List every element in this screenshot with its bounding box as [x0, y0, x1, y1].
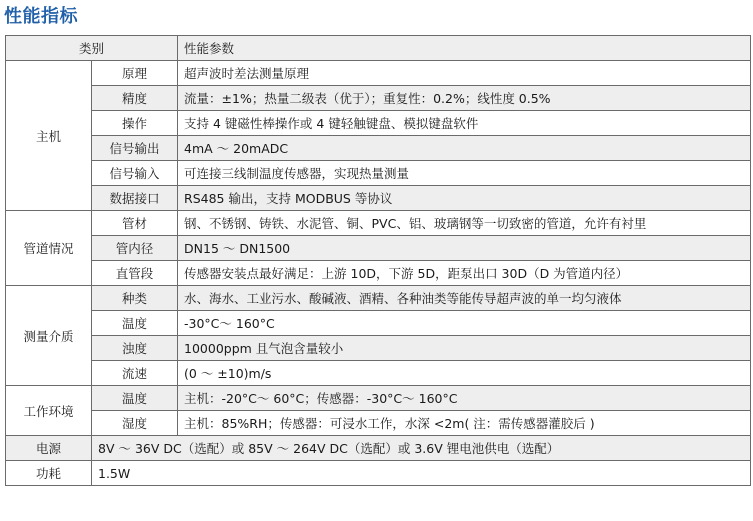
row-value: -30°C～ 160°C — [178, 311, 751, 336]
table-row — [6, 261, 751, 286]
row-value: DN15 ～ DN1500 — [178, 236, 751, 261]
row-item: 种类 — [92, 286, 178, 311]
table-row — [6, 161, 751, 186]
row-value: 超声波时差法测量原理 — [178, 61, 751, 86]
group-host: 主机 — [6, 61, 92, 211]
row-item: 直管段 — [92, 261, 178, 286]
table-row — [6, 361, 751, 386]
group-medium: 测量介质 — [6, 286, 92, 386]
group-power: 电源 — [6, 436, 92, 461]
table-row — [6, 136, 751, 161]
row-item: 湿度 — [92, 411, 178, 436]
row-value: 10000ppm 且气泡含量较小 — [178, 336, 751, 361]
row-item: 信号输出 — [92, 136, 178, 161]
row-value: 可连接三线制温度传感器，实现热量测量 — [178, 161, 751, 186]
row-item: 流速 — [92, 361, 178, 386]
consumption-value: 1.5W — [92, 461, 751, 486]
row-value: 4mA ～ 20mADC — [178, 136, 751, 161]
row-value: 支持 4 键磁性棒操作或 4 键轻触键盘、模拟键盘软件 — [178, 111, 751, 136]
group-consumption: 功耗 — [6, 461, 92, 486]
row-item: 原理 — [92, 61, 178, 86]
table-row — [6, 336, 751, 361]
header-performance: 性能参数 — [178, 36, 751, 61]
row-value: 水、海水、工业污水、酸碱液、酒精、各种油类等能传导超声波的单一均匀液体 — [178, 286, 751, 311]
table-row — [6, 111, 751, 136]
row-item: 温度 — [92, 311, 178, 336]
row-value: 钢、不锈钢、铸铁、水泥管、铜、PVC、铝、玻璃钢等一切致密的管道，允许有衬里 — [178, 211, 751, 236]
row-value: (0 ～ ±10)m/s — [178, 361, 751, 386]
row-item: 管内径 — [92, 236, 178, 261]
table-row — [6, 411, 751, 436]
table-row — [6, 436, 751, 461]
row-item: 浊度 — [92, 336, 178, 361]
power-value: 8V ～ 36V DC（选配）或 85V ～ 264V DC（选配）或 3.6V 锂电池供电（选配） — [92, 436, 751, 461]
table-row — [6, 286, 751, 311]
row-item: 信号输入 — [92, 161, 178, 186]
page-title: 性能指标 — [4, 6, 78, 27]
row-value: 主机：-20°C～ 60°C；传感器：-30°C～ 160°C — [178, 386, 751, 411]
row-item: 操作 — [92, 111, 178, 136]
row-value: RS485 输出，支持 MODBUS 等协议 — [178, 186, 751, 211]
table-row — [6, 186, 751, 211]
table-row — [6, 461, 751, 486]
row-item: 数据接口 — [92, 186, 178, 211]
spec-table — [5, 35, 751, 486]
table-row — [6, 86, 751, 111]
table-header-row — [6, 36, 751, 61]
row-item: 精度 — [92, 86, 178, 111]
table-row — [6, 61, 751, 86]
table-row — [6, 211, 751, 236]
row-value: 流量：±1%；热量二级表（优于）；重复性：0.2%；线性度 0.5% — [178, 86, 751, 111]
table-row — [6, 311, 751, 336]
group-pipe: 管道情况 — [6, 211, 92, 286]
table-row — [6, 236, 751, 261]
row-item: 温度 — [92, 386, 178, 411]
row-value: 传感器安装点最好满足：上游 10D，下游 5D，距泵出口 30D（D 为管道内径） — [178, 261, 751, 286]
table-row — [6, 386, 751, 411]
row-item: 管材 — [92, 211, 178, 236]
group-env: 工作环境 — [6, 386, 92, 436]
row-value: 主机：85%RH；传感器：可浸水工作，水深 <2m( 注：需传感器灌胶后 ) — [178, 411, 751, 436]
header-category: 类别 — [6, 36, 178, 61]
